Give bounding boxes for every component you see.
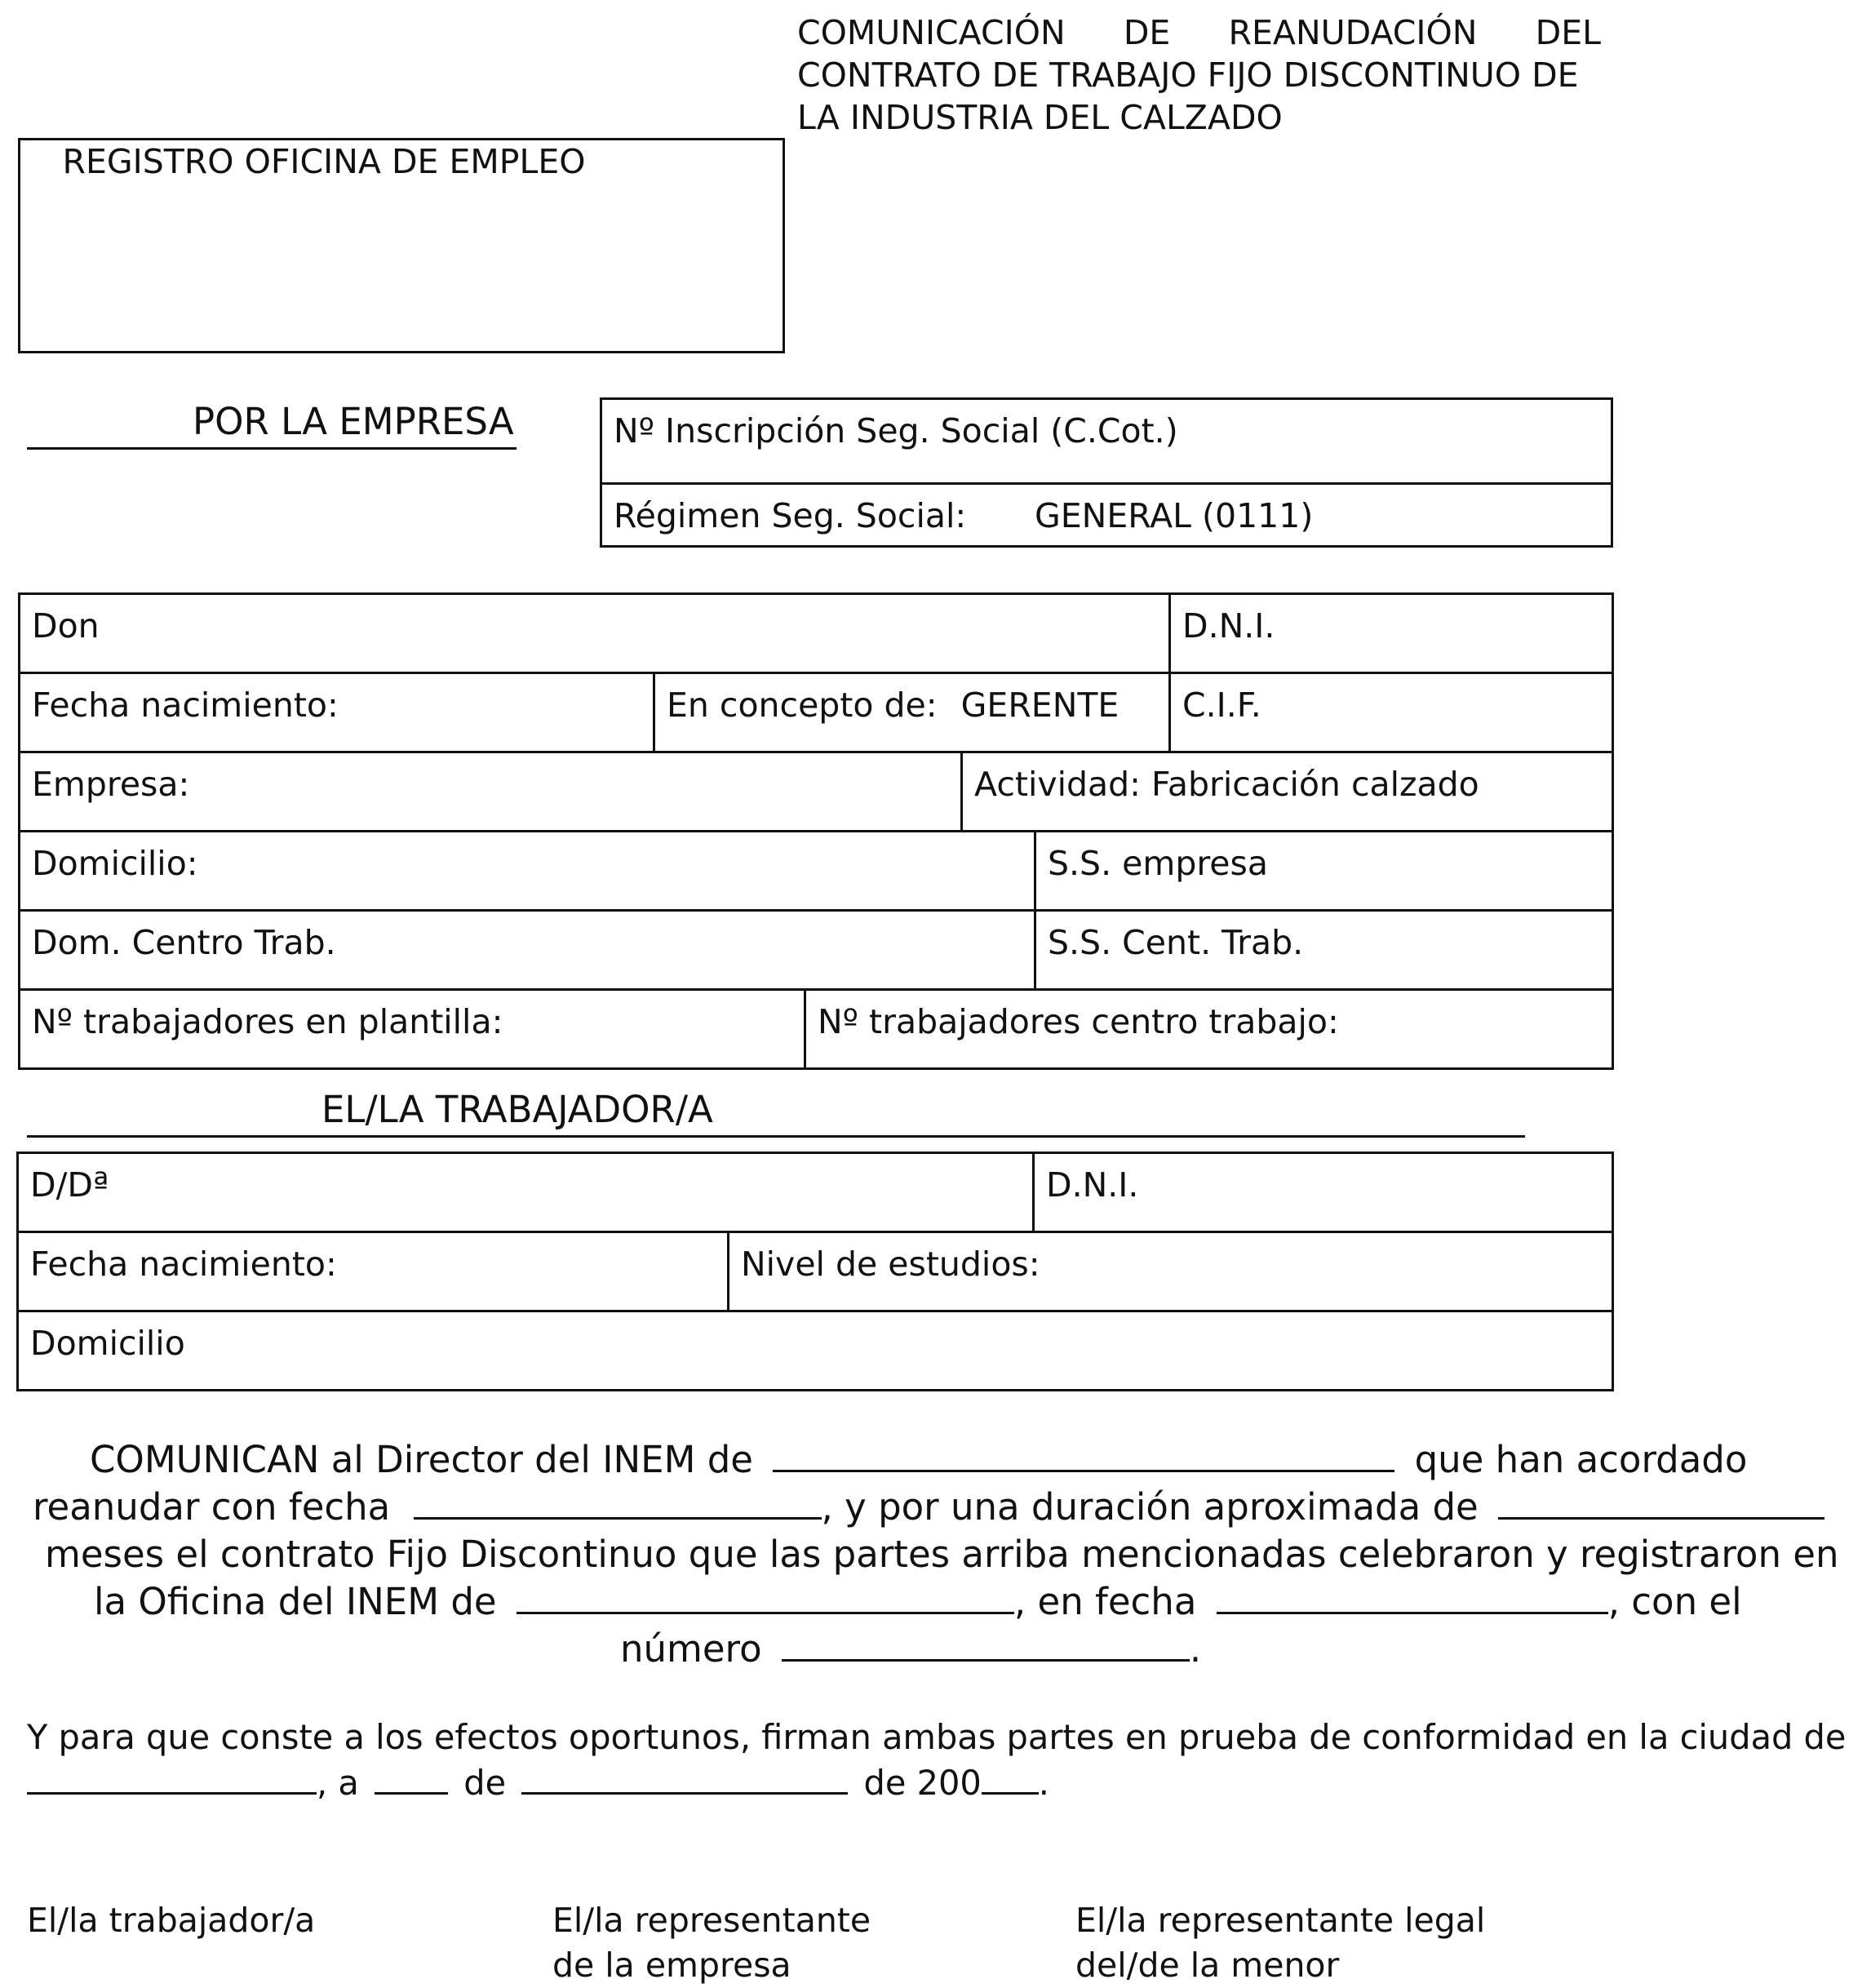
title-word: DEL — [1535, 13, 1601, 52]
empresa-domicilio-field[interactable] — [18, 830, 1036, 912]
firma-text: del/de la menor — [1075, 1946, 1340, 1985]
trabajador-dni-label: D.N.I. — [1046, 1165, 1139, 1205]
dom-centro-label: Dom. Centro Trab. — [32, 923, 336, 962]
comunican-line-5 — [620, 1626, 1201, 1672]
empresa-dni-label: D.N.I. — [1182, 606, 1275, 646]
comunican-text: que han acordado — [1414, 1438, 1748, 1481]
comunican-text: , con el — [1607, 1580, 1742, 1623]
document-title-line-1 — [797, 11, 1601, 55]
empresa-nombre-label: Empresa: — [32, 765, 190, 804]
don-label: Don — [32, 606, 100, 646]
mes-blank[interactable] — [521, 1759, 848, 1795]
actividad-value: Fabricación calzado — [1151, 765, 1479, 804]
comunican-line-1 — [90, 1436, 1747, 1483]
firma-representante-empresa — [552, 1898, 871, 1988]
regimen-field[interactable] — [600, 482, 1613, 548]
en-concepto-value: GERENTE — [960, 686, 1119, 725]
duracion-blank[interactable] — [1498, 1484, 1824, 1520]
conste-line-1: Y para que conste a los efectos oportunos, firman ambas partes en prueba de conformidad en la ciudad de — [27, 1717, 1847, 1757]
inem-director-blank[interactable] — [773, 1437, 1394, 1472]
trabajador-heading: EL/LA TRABAJADOR/A — [321, 1088, 713, 1131]
empresa-fecha-nacimiento-label: Fecha nacimiento: — [32, 686, 339, 725]
document-title-line-2: CONTRATO DE TRABAJO FIJO DISCONTINUO DE — [797, 55, 1579, 95]
conste-text: de 200 — [863, 1763, 982, 1803]
en-concepto-label: En concepto de: — [667, 686, 938, 725]
inscripcion-field[interactable] — [600, 397, 1613, 485]
n-plantilla-field[interactable] — [18, 988, 806, 1070]
conste-text: . — [1038, 1763, 1049, 1803]
regimen-value: GENERAL (0111) — [1035, 496, 1314, 535]
comunican-text: . — [1189, 1627, 1202, 1671]
document-title-line-3: LA INDUSTRIA DEL CALZADO — [797, 98, 1283, 137]
trabajador-dni-field[interactable] — [1032, 1152, 1614, 1233]
firma-text: El/la representante legal — [1075, 1901, 1486, 1940]
n-centro-field[interactable] — [804, 988, 1614, 1070]
trabajador-domicilio-label: Domicilio — [30, 1324, 185, 1363]
comunican-text: , y por una duración aproximada de — [821, 1485, 1479, 1529]
ss-empresa-field[interactable] — [1034, 830, 1614, 912]
empresa-fecha-nacimiento-field[interactable] — [18, 672, 655, 753]
anio-blank[interactable] — [982, 1759, 1039, 1795]
dda-field[interactable] — [16, 1152, 1035, 1233]
dom-centro-field[interactable] — [18, 909, 1036, 991]
firma-trabajador: El/la trabajador/a — [27, 1901, 316, 1940]
actividad-label: Actividad: — [974, 765, 1141, 804]
nivel-estudios-field[interactable] — [727, 1231, 1614, 1312]
comunican-line-4 — [94, 1578, 1742, 1625]
ss-empresa-label: S.S. empresa — [1048, 844, 1269, 883]
trabajador-heading-underline — [27, 1135, 1525, 1138]
conste-line-2 — [27, 1759, 1049, 1806]
comunican-line-2 — [33, 1484, 1824, 1530]
en-concepto-field[interactable] — [653, 672, 1171, 753]
registro-label: REGISTRO OFICINA DE EMPLEO — [62, 142, 586, 181]
conste-text: de — [463, 1763, 507, 1803]
title-word: COMUNICACIÓN — [797, 13, 1066, 52]
firma-representante-legal — [1075, 1898, 1485, 1988]
firma-text: El/la representante — [552, 1901, 871, 1940]
cif-field[interactable] — [1168, 672, 1614, 753]
fecha-reanudacion-blank[interactable] — [414, 1484, 822, 1520]
actividad-field[interactable] — [960, 751, 1614, 832]
ss-cent-field[interactable] — [1034, 909, 1614, 991]
oficina-inem-blank[interactable] — [517, 1579, 1014, 1614]
trabajador-domicilio-field[interactable] — [16, 1310, 1614, 1391]
trabajador-fecha-nacimiento-field[interactable] — [16, 1231, 729, 1312]
ciudad-blank[interactable] — [27, 1759, 317, 1795]
empresa-heading: POR LA EMPRESA — [193, 400, 514, 443]
dia-blank[interactable] — [375, 1759, 448, 1795]
comunican-text: la Oficina del INEM de — [94, 1580, 497, 1623]
n-plantilla-label: Nº trabajadores en plantilla: — [32, 1002, 503, 1041]
comunican-line-3: meses el contrato Fijo Discontinuo que las partes arriba mencionadas celebraron y registraron en — [45, 1533, 1839, 1576]
comunican-text: , en fecha — [1013, 1580, 1197, 1623]
comunican-text: reanudar con fecha — [33, 1485, 391, 1529]
cif-label: C.I.F. — [1182, 686, 1261, 725]
empresa-dni-field[interactable] — [1168, 592, 1614, 674]
don-field[interactable] — [18, 592, 1171, 674]
comunican-text: COMUNICAN al Director del INEM de — [90, 1438, 753, 1481]
empresa-domicilio-label: Domicilio: — [32, 844, 198, 883]
title-word: REANUDACIÓN — [1228, 13, 1478, 52]
empresa-heading-underline — [27, 447, 517, 450]
fecha-registro-blank[interactable] — [1217, 1579, 1608, 1614]
conste-text: , a — [317, 1763, 359, 1803]
dda-label: D/Dª — [30, 1165, 109, 1205]
title-word: DE — [1123, 13, 1171, 52]
trabajador-fecha-nacimiento-label: Fecha nacimiento: — [30, 1245, 337, 1284]
firma-text: de la empresa — [552, 1946, 791, 1985]
comunican-text: número — [620, 1627, 762, 1671]
regimen-label: Régimen Seg. Social: — [614, 496, 967, 535]
inscripcion-label: Nº Inscripción Seg. Social (C.Cot.) — [614, 411, 1178, 450]
ss-cent-label: S.S. Cent. Trab. — [1048, 923, 1304, 962]
nivel-estudios-label: Nivel de estudios: — [741, 1245, 1040, 1284]
empresa-nombre-field[interactable] — [18, 751, 963, 832]
numero-blank[interactable] — [782, 1626, 1190, 1662]
n-centro-label: Nº trabajadores centro trabajo: — [818, 1002, 1339, 1041]
